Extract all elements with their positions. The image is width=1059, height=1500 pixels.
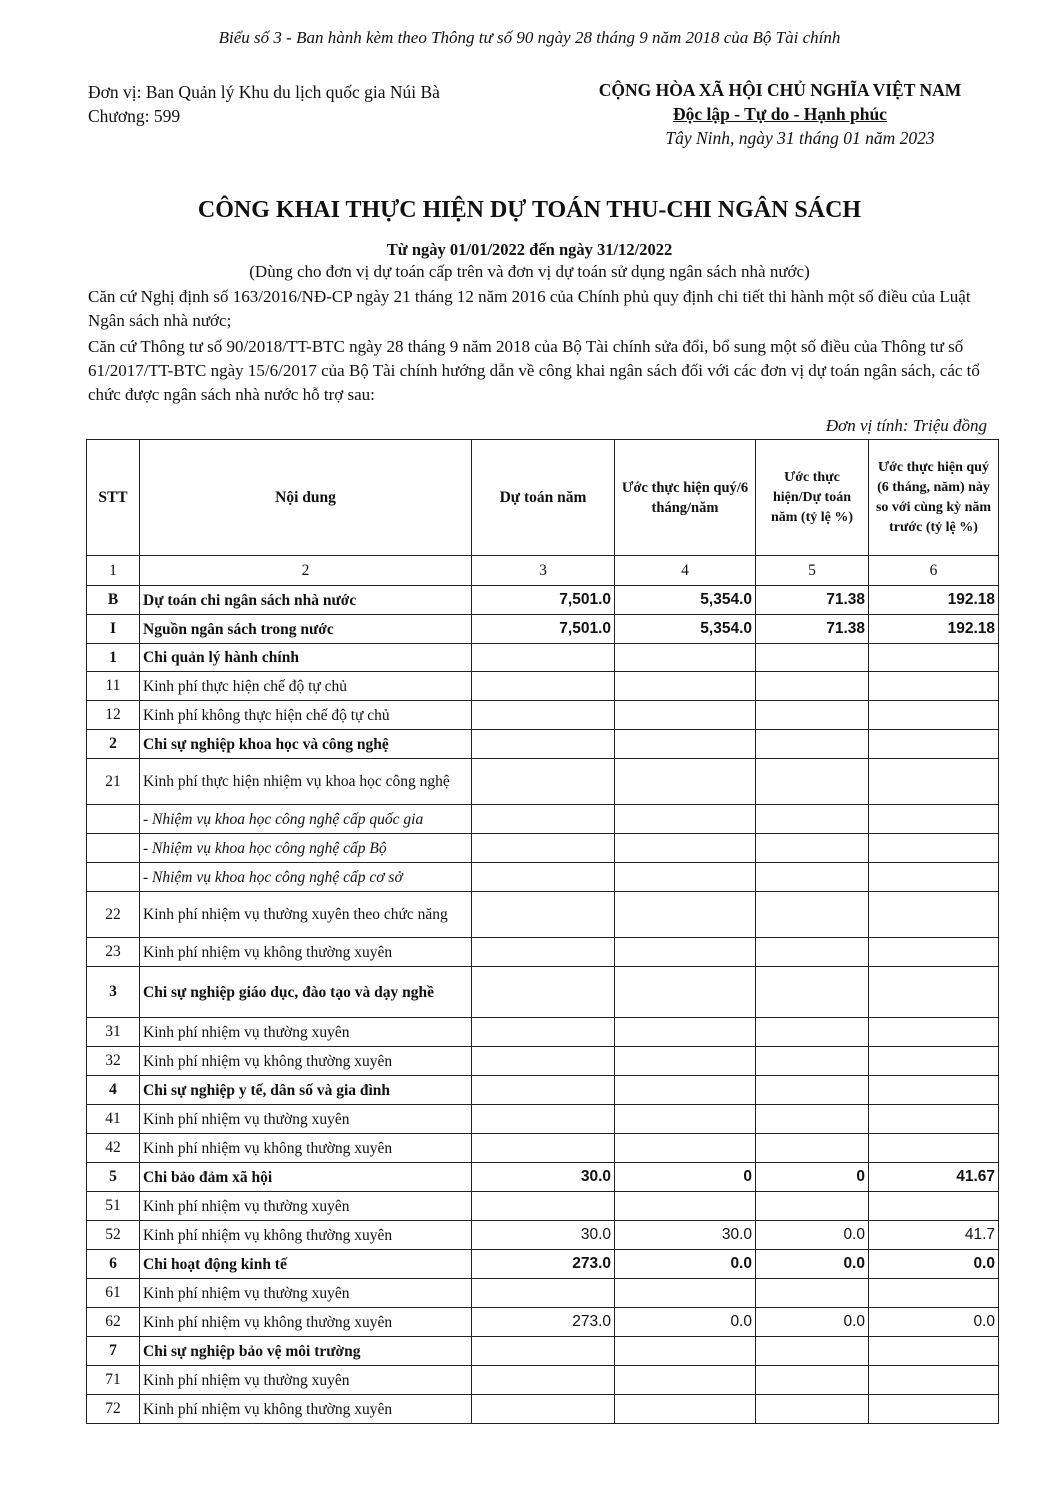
row-annual-estimate	[472, 672, 615, 701]
row-estimated-execution	[615, 1279, 756, 1308]
row-stt	[87, 863, 140, 892]
table-row	[87, 805, 999, 834]
row-stt: 51	[87, 1192, 140, 1221]
table-row	[87, 1221, 999, 1250]
row-estimated-execution: 30.0	[615, 1221, 756, 1250]
table-row	[87, 701, 999, 730]
row-execution-ratio	[756, 863, 869, 892]
row-execution-ratio	[756, 1047, 869, 1076]
row-yoy-ratio	[869, 1395, 999, 1424]
nation-name: CỘNG HÒA XÃ HỘI CHỦ NGHĨA VIỆT NAM	[598, 80, 962, 100]
report-period: Từ ngày 01/01/2022 đến ngày 31/12/2022	[386, 240, 673, 259]
row-yoy-ratio	[869, 834, 999, 863]
row-annual-estimate	[472, 1366, 615, 1395]
row-estimated-execution	[615, 1018, 756, 1047]
row-yoy-ratio	[869, 1047, 999, 1076]
row-annual-estimate	[472, 1279, 615, 1308]
table-row	[87, 1366, 999, 1395]
col-header-yoy-ratio: Ước thực hiện quý (6 tháng, năm) này so với cùng kỳ năm trước (tỷ lệ %)	[869, 440, 999, 556]
issuing-unit	[88, 80, 440, 128]
row-annual-estimate	[472, 1192, 615, 1221]
row-annual-estimate	[472, 730, 615, 759]
row-content: Chi hoạt động kinh tế	[140, 1250, 472, 1279]
row-yoy-ratio	[869, 938, 999, 967]
row-annual-estimate	[472, 1337, 615, 1366]
row-execution-ratio	[756, 938, 869, 967]
row-estimated-execution: 0	[615, 1163, 756, 1192]
table-header-row	[87, 440, 999, 556]
unit-of-measure-note: Đơn vị tính: Triệu đồng	[825, 416, 987, 435]
row-annual-estimate	[472, 805, 615, 834]
row-content: Chi sự nghiệp khoa học và công nghệ	[140, 730, 472, 759]
row-execution-ratio: 71.38	[756, 615, 869, 644]
row-yoy-ratio: 192.18	[869, 586, 999, 615]
row-estimated-execution	[615, 863, 756, 892]
row-content: Kinh phí nhiệm vụ không thường xuyên	[140, 938, 472, 967]
row-stt: 3	[87, 967, 140, 1018]
row-content: Kinh phí nhiệm vụ thường xuyên theo chức năng	[140, 892, 472, 938]
row-content: Dự toán chi ngân sách nhà nước	[140, 586, 472, 615]
table-row	[87, 1337, 999, 1366]
table-row	[87, 967, 999, 1018]
row-estimated-execution: 5,354.0	[615, 615, 756, 644]
table-row	[87, 586, 999, 615]
col-header-annual-estimate: Dự toán năm	[472, 440, 615, 556]
row-content: - Nhiệm vụ khoa học công nghệ cấp Bộ	[140, 834, 472, 863]
row-content: Kinh phí nhiệm vụ thường xuyên	[140, 1105, 472, 1134]
legal-basis-1: Căn cứ Nghị định số 163/2016/NĐ-CP ngày 21 tháng 12 năm 2016 của Chính phủ quy định chi tiết thi hành một số điều của Luật Ngân sách nhà nước;	[88, 287, 971, 330]
index-cell: 3	[472, 556, 615, 586]
row-stt: 61	[87, 1279, 140, 1308]
row-content: Kinh phí nhiệm vụ không thường xuyên	[140, 1395, 472, 1424]
row-annual-estimate	[472, 834, 615, 863]
row-content: - Nhiệm vụ khoa học công nghệ cấp quốc gia	[140, 805, 472, 834]
row-annual-estimate	[472, 1047, 615, 1076]
row-stt: B	[87, 586, 140, 615]
row-execution-ratio: 0	[756, 1163, 869, 1192]
row-annual-estimate: 7,501.0	[472, 586, 615, 615]
nation-motto: Độc lập - Tự do - Hạnh phúc	[673, 104, 887, 124]
row-content: Kinh phí nhiệm vụ thường xuyên	[140, 1279, 472, 1308]
row-execution-ratio	[756, 1076, 869, 1105]
table-row	[87, 1250, 999, 1279]
row-stt: 2	[87, 730, 140, 759]
row-stt: 1	[87, 644, 140, 672]
row-stt: 32	[87, 1047, 140, 1076]
form-reference-note: Biểu số 3 - Ban hành kèm theo Thông tư số 90 ngày 28 tháng 9 năm 2018 của Bộ Tài chính	[218, 28, 841, 47]
index-cell: 4	[615, 556, 756, 586]
row-stt: 6	[87, 1250, 140, 1279]
row-execution-ratio	[756, 1192, 869, 1221]
row-yoy-ratio	[869, 1076, 999, 1105]
row-content: Kinh phí không thực hiện chế độ tự chủ	[140, 701, 472, 730]
row-estimated-execution	[615, 1192, 756, 1221]
row-stt: 12	[87, 701, 140, 730]
row-annual-estimate: 273.0	[472, 1308, 615, 1337]
row-yoy-ratio	[869, 805, 999, 834]
row-stt: 52	[87, 1221, 140, 1250]
row-yoy-ratio	[869, 701, 999, 730]
row-execution-ratio: 0.0	[756, 1250, 869, 1279]
row-yoy-ratio: 0.0	[869, 1250, 999, 1279]
row-annual-estimate	[472, 1395, 615, 1424]
row-annual-estimate	[472, 644, 615, 672]
row-estimated-execution	[615, 967, 756, 1018]
row-annual-estimate: 30.0	[472, 1221, 615, 1250]
index-cell: 5	[756, 556, 869, 586]
row-annual-estimate	[472, 967, 615, 1018]
table-row	[87, 1395, 999, 1424]
table-row	[87, 863, 999, 892]
row-estimated-execution	[615, 672, 756, 701]
row-content: Chi sự nghiệp bảo vệ môi trường	[140, 1337, 472, 1366]
index-cell: 6	[869, 556, 999, 586]
table-row	[87, 1047, 999, 1076]
row-content: Kinh phí nhiệm vụ thường xuyên	[140, 1366, 472, 1395]
row-content: Kinh phí nhiệm vụ không thường xuyên	[140, 1308, 472, 1337]
table-row	[87, 1279, 999, 1308]
row-stt: 23	[87, 938, 140, 967]
row-content: Chi sự nghiệp giáo dục, đào tạo và dạy nghề	[140, 967, 472, 1018]
row-estimated-execution	[615, 1395, 756, 1424]
column-index-row	[87, 556, 999, 586]
row-estimated-execution: 5,354.0	[615, 586, 756, 615]
row-estimated-execution	[615, 1076, 756, 1105]
row-content: Chi quản lý hành chính	[140, 644, 472, 672]
row-annual-estimate	[472, 1018, 615, 1047]
row-yoy-ratio: 41.67	[869, 1163, 999, 1192]
row-content: Kinh phí nhiệm vụ không thường xuyên	[140, 1221, 472, 1250]
row-estimated-execution	[615, 834, 756, 863]
row-stt	[87, 834, 140, 863]
row-estimated-execution	[615, 730, 756, 759]
row-execution-ratio	[756, 1279, 869, 1308]
row-execution-ratio	[756, 834, 869, 863]
table-row	[87, 759, 999, 805]
row-annual-estimate	[472, 759, 615, 805]
row-estimated-execution	[615, 759, 756, 805]
table-row	[87, 1308, 999, 1337]
row-annual-estimate	[472, 863, 615, 892]
row-execution-ratio: 0.0	[756, 1221, 869, 1250]
table-row	[87, 1192, 999, 1221]
row-content: Chi bảo đảm xã hội	[140, 1163, 472, 1192]
index-cell: 2	[140, 556, 472, 586]
table-row	[87, 1076, 999, 1105]
row-annual-estimate: 273.0	[472, 1250, 615, 1279]
row-stt: 21	[87, 759, 140, 805]
budget-table	[86, 439, 999, 1424]
row-yoy-ratio	[869, 1337, 999, 1366]
row-yoy-ratio	[869, 1192, 999, 1221]
row-estimated-execution: 0.0	[615, 1250, 756, 1279]
table-row	[87, 672, 999, 701]
row-yoy-ratio	[869, 892, 999, 938]
row-annual-estimate	[472, 938, 615, 967]
row-content: Kinh phí nhiệm vụ thường xuyên	[140, 1192, 472, 1221]
place-date: Tây Ninh, ngày 31 tháng 01 năm 2023	[665, 128, 935, 148]
row-yoy-ratio	[869, 1279, 999, 1308]
row-estimated-execution	[615, 1105, 756, 1134]
row-estimated-execution	[615, 701, 756, 730]
row-yoy-ratio: 0.0	[869, 1308, 999, 1337]
col-header-content: Nội dung	[140, 440, 472, 556]
row-yoy-ratio	[869, 967, 999, 1018]
table-row	[87, 615, 999, 644]
row-execution-ratio	[756, 644, 869, 672]
row-estimated-execution	[615, 892, 756, 938]
row-stt: 71	[87, 1366, 140, 1395]
row-execution-ratio: 0.0	[756, 1308, 869, 1337]
usage-note: (Dùng cho đơn vị dự toán cấp trên và đơn vị dự toán sử dụng ngân sách nhà nước)	[249, 262, 810, 281]
row-execution-ratio	[756, 1018, 869, 1047]
row-execution-ratio	[756, 967, 869, 1018]
row-stt: I	[87, 615, 140, 644]
unit-chapter: Chương: 599	[88, 106, 181, 126]
col-header-estimated-execution: Ước thực hiện quý/6 tháng/năm	[615, 440, 756, 556]
row-stt	[87, 805, 140, 834]
row-estimated-execution: 0.0	[615, 1308, 756, 1337]
table-row	[87, 892, 999, 938]
row-annual-estimate: 7,501.0	[472, 615, 615, 644]
row-estimated-execution	[615, 1134, 756, 1163]
national-header	[520, 78, 1040, 150]
row-yoy-ratio	[869, 730, 999, 759]
row-content: Chi sự nghiệp y tế, dân số và gia đình	[140, 1076, 472, 1105]
legal-basis-2: Căn cứ Thông tư số 90/2018/TT-BTC ngày 28 tháng 9 năm 2018 của Bộ Tài chính sửa đổi, bổ sung một số điều của Thông tư số 61/2017/TT-BTC ngày 15/6/2017 của Bộ Tài chính hướng dẫn về công khai ngân sách đối với các đơn vị dự toán ngân sách, các tổ chức được ngân sách nhà nước hỗ trợ sau:	[88, 337, 980, 404]
table-row	[87, 1163, 999, 1192]
table-row	[87, 644, 999, 672]
unit-name: Đơn vị: Ban Quản lý Khu du lịch quốc gia Núi Bà	[88, 82, 440, 102]
row-annual-estimate	[472, 1076, 615, 1105]
table-row	[87, 1018, 999, 1047]
row-execution-ratio	[756, 701, 869, 730]
row-estimated-execution	[615, 1337, 756, 1366]
row-execution-ratio	[756, 672, 869, 701]
row-execution-ratio	[756, 805, 869, 834]
row-yoy-ratio	[869, 1134, 999, 1163]
row-stt: 41	[87, 1105, 140, 1134]
row-estimated-execution	[615, 1047, 756, 1076]
row-estimated-execution	[615, 644, 756, 672]
row-yoy-ratio	[869, 1105, 999, 1134]
row-stt: 62	[87, 1308, 140, 1337]
row-execution-ratio	[756, 759, 869, 805]
table-row	[87, 1105, 999, 1134]
document-title: CÔNG KHAI THỰC HIỆN DỰ TOÁN THU-CHI NGÂN SÁCH	[197, 197, 862, 223]
table-row	[87, 834, 999, 863]
row-content: Kinh phí nhiệm vụ không thường xuyên	[140, 1047, 472, 1076]
row-yoy-ratio	[869, 863, 999, 892]
row-execution-ratio	[756, 1366, 869, 1395]
row-stt: 5	[87, 1163, 140, 1192]
table-row	[87, 730, 999, 759]
row-content: Nguồn ngân sách trong nước	[140, 615, 472, 644]
row-annual-estimate: 30.0	[472, 1163, 615, 1192]
row-stt: 4	[87, 1076, 140, 1105]
row-stt: 42	[87, 1134, 140, 1163]
table-row	[87, 1134, 999, 1163]
row-yoy-ratio	[869, 672, 999, 701]
row-annual-estimate	[472, 1105, 615, 1134]
row-yoy-ratio	[869, 644, 999, 672]
col-header-stt: STT	[87, 440, 140, 556]
row-yoy-ratio: 192.18	[869, 615, 999, 644]
index-cell: 1	[87, 556, 140, 586]
row-estimated-execution	[615, 1366, 756, 1395]
row-execution-ratio: 71.38	[756, 586, 869, 615]
row-execution-ratio	[756, 1337, 869, 1366]
row-content: Kinh phí thực hiện nhiệm vụ khoa học công nghệ	[140, 759, 472, 805]
row-yoy-ratio	[869, 1018, 999, 1047]
row-execution-ratio	[756, 892, 869, 938]
row-estimated-execution	[615, 938, 756, 967]
row-annual-estimate	[472, 1134, 615, 1163]
row-content: - Nhiệm vụ khoa học công nghệ cấp cơ sở	[140, 863, 472, 892]
row-content: Kinh phí nhiệm vụ không thường xuyên	[140, 1134, 472, 1163]
row-stt: 7	[87, 1337, 140, 1366]
row-stt: 11	[87, 672, 140, 701]
row-execution-ratio	[756, 1105, 869, 1134]
row-annual-estimate	[472, 701, 615, 730]
row-execution-ratio	[756, 730, 869, 759]
row-yoy-ratio	[869, 1366, 999, 1395]
table-row	[87, 938, 999, 967]
row-yoy-ratio	[869, 759, 999, 805]
col-header-execution-ratio: Ước thực hiện/Dự toán năm (tỷ lệ %)	[756, 440, 869, 556]
row-execution-ratio	[756, 1395, 869, 1424]
row-stt: 22	[87, 892, 140, 938]
row-yoy-ratio: 41.7	[869, 1221, 999, 1250]
row-execution-ratio	[756, 1134, 869, 1163]
row-content: Kinh phí nhiệm vụ thường xuyên	[140, 1018, 472, 1047]
row-annual-estimate	[472, 892, 615, 938]
row-content: Kinh phí thực hiện chế độ tự chủ	[140, 672, 472, 701]
row-stt: 72	[87, 1395, 140, 1424]
row-stt: 31	[87, 1018, 140, 1047]
row-estimated-execution	[615, 805, 756, 834]
